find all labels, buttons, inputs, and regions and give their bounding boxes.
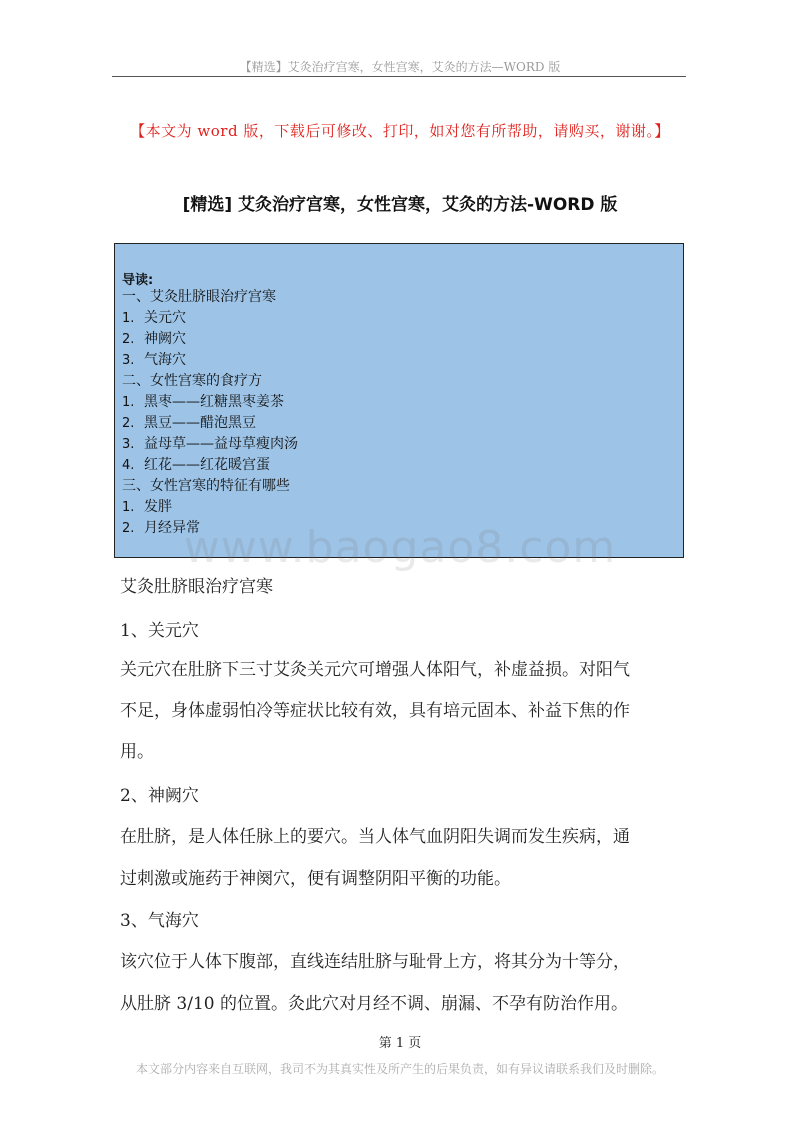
guide-item-num: 3. (122, 437, 135, 452)
guide-item (122, 392, 298, 413)
guide-item-text: 神阙穴 (144, 331, 186, 347)
paragraph-line: 从肚脐 3/10 的位置。灸此穴对月经不调、崩漏、不孕有防治作用。 (120, 994, 628, 1014)
guide-item-num: 2. (122, 521, 135, 536)
guide-item-text: 发胖 (144, 499, 172, 515)
guide-item (122, 413, 298, 434)
paragraph-line: 在肚脐，是人体任脉上的要穴。当人体气血阴阳失调而发生疾病，通 (120, 827, 630, 847)
guide-item (122, 287, 298, 308)
guide-item-text: 三、女性宫寒的特征有哪些 (122, 478, 290, 494)
guide-item-text: 黑豆——醋泡黑豆 (144, 415, 256, 431)
guide-item (122, 455, 298, 476)
guide-item-num: 4. (122, 458, 135, 473)
page-number: 第 1 页 (378, 1036, 422, 1051)
guide-item-text: 气海穴 (144, 352, 186, 368)
section-heading: 艾灸肚脐眼治疗宫寒 (120, 577, 273, 597)
guide-item (122, 371, 298, 392)
header-divider (112, 76, 686, 77)
guide-item-num: 3. (122, 353, 135, 368)
subheading-shenque: 2、神阙穴 (120, 786, 199, 806)
running-header: 【精选】艾灸治疗宫寒，女性宫寒，艾灸的方法—WORD 版 (239, 60, 561, 74)
paragraph-line: 关元穴在肚脐下三寸艾灸关元穴可增强人体阳气，补虚益损。对阳气 (120, 660, 630, 680)
guide-item-num: 2. (122, 416, 135, 431)
guide-item-text: 红花——红花暖宫蛋 (144, 457, 270, 473)
paragraph-line: 该穴位于人体下腹部，直线连结肚脐与耻骨上方，将其分为十等分， (120, 952, 630, 972)
guide-item-text: 二、女性宫寒的食疗方 (122, 373, 262, 389)
guide-item-text: 黑枣——红糖黑枣姜茶 (144, 394, 284, 410)
guide-item (122, 497, 298, 518)
subheading-qihai: 3、气海穴 (120, 911, 199, 931)
watermark: www.baogao8.com (183, 522, 617, 573)
guide-item-num: 1. (122, 395, 135, 410)
subheading-guanyuan: 1、关元穴 (120, 621, 199, 641)
guide-item-text: 关元穴 (144, 310, 186, 326)
guide-item (122, 350, 298, 371)
guide-item (122, 434, 298, 455)
paragraph-line: 用。 (120, 742, 154, 762)
paragraph-line: 不足，身体虚弱怕冷等症状比较有效，具有培元固本、补益下焦的作 (120, 701, 630, 721)
guide-item-text: 益母草——益母草瘦肉汤 (144, 436, 298, 452)
guide-item (122, 308, 298, 329)
guide-item-text: 月经异常 (144, 520, 200, 536)
document-title: [精选] 艾灸治疗宫寒，女性宫寒，艾灸的方法-WORD 版 (182, 195, 618, 215)
guide-item (122, 329, 298, 350)
guide-item (122, 476, 298, 497)
guide-label: 导读: (122, 273, 154, 288)
guide-item-text: 一、艾灸肚脐眼治疗宫寒 (122, 289, 276, 305)
guide-list (122, 287, 298, 539)
guide-item-num: 1. (122, 500, 135, 515)
guide-item-num: 2. (122, 332, 135, 347)
paragraph-line: 过刺激或施药于神阕穴，便有调整阴阳平衡的功能。 (120, 869, 511, 889)
guide-item-num: 1. (122, 311, 135, 326)
footer-disclaimer: 本文部分内容来自互联网，我司不为其真实性及所产生的后果负责，如有异议请联系我们及时删除。 (135, 1062, 664, 1076)
download-notice: 【本文为 word 版，下载后可修改、打印，如对您有所帮助，请购买，谢谢。】 (130, 122, 670, 140)
guide-box (114, 243, 684, 558)
